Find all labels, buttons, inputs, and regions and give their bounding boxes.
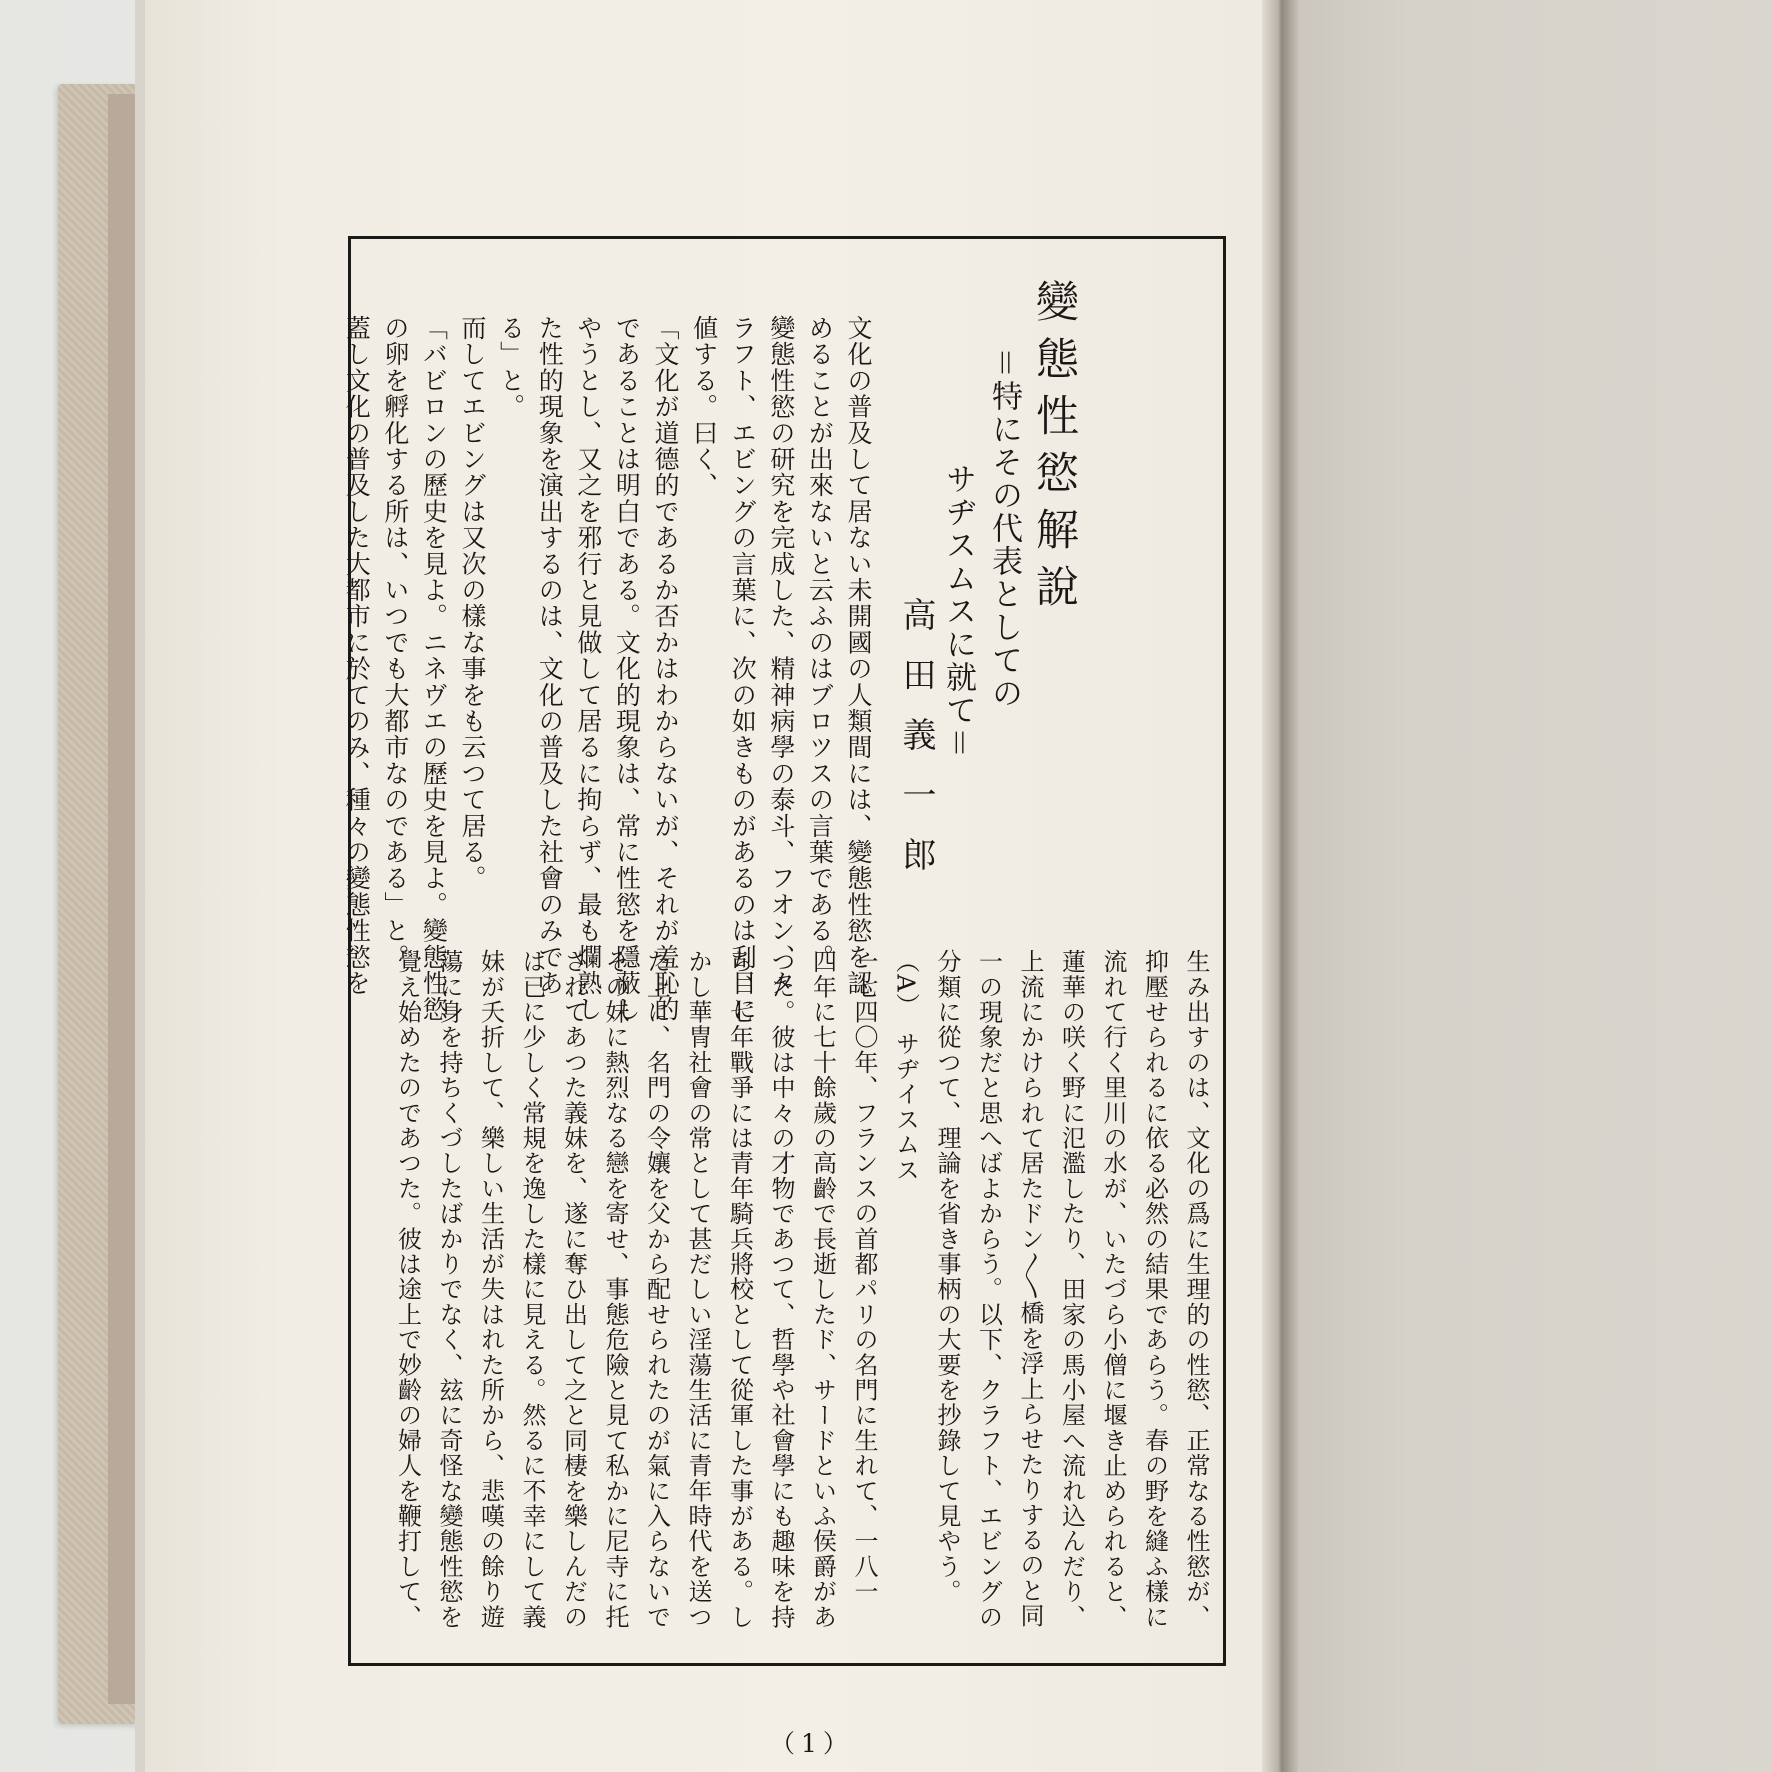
- upper-column: 蓋し文化の普及した大都市に於てのみ、種々の變態性慾を: [342, 315, 372, 997]
- lower-column: 流れて行く里川の水が、いたづら小僧に堰き止められると、: [1099, 949, 1127, 1630]
- lower-column: 分類に從つて、理論を省き事柄の大要を抄錄して見やう。: [933, 949, 961, 1605]
- upper-column: 變態性慾の研究を完成した、精神病學の泰斗、フオン、タ: [766, 315, 796, 997]
- upper-column: であることは明白である。文化的現象は、常に性慾を隱蔽し: [612, 315, 642, 1023]
- upper-column: ラフト、エビングの言葉に、次の如きものがあるのは刮目に: [728, 315, 758, 1023]
- lower-column: ち、七年戰爭には青年騎兵將校として從軍した事がある。し: [725, 949, 754, 1630]
- lower-column: は已に少しく常規を逸した樣に見える。然るに不幸にして義: [518, 949, 546, 1630]
- book-gutter: [1262, 0, 1298, 1772]
- lower-column: 一七四〇年、フランスの首都パリの名門に生れて、一八一: [850, 949, 878, 1605]
- lower-column: されてあつた義妹を、遂に奪ひ出して之と同棲を樂しんだの: [559, 949, 588, 1630]
- article-author: 高田義一郎: [896, 597, 936, 897]
- article-subtitle-line2: サヂスムスに就て＝: [940, 463, 976, 760]
- article-title: 變態性慾解說: [1029, 279, 1079, 621]
- lower-column: 妹が夭折して、樂しい生活が失はれた所から、悲嘆の餘り遊: [476, 949, 505, 1630]
- lower-column: 上流にかけられて居たドン〳〵橋を浮上らせたりするのと同: [1016, 949, 1044, 1629]
- upper-column: 「文化が道德的であるか否かはわからないが、それが羞恥的: [651, 315, 680, 1023]
- lower-column: 覺え始めたのであつた。彼は途上で妙齡の婦人を鞭打して、: [393, 949, 422, 1630]
- right-page: [1290, 0, 1772, 1772]
- article-subtitle-line1: ＝特にその代表としての: [986, 347, 1022, 710]
- lower-column: かし華冑社會の常として甚だしい淫蕩生活に青年時代を送つ: [684, 949, 712, 1630]
- upper-column: る」と。: [496, 315, 526, 420]
- lower-column: 抑壓せられるに依る必然の結果であらう。春の野を縫ふ樣に: [1140, 949, 1169, 1630]
- upper-column: た性的現象を演出するのは、文化の普及した社會のみであ: [535, 315, 565, 997]
- lower-column: 四年に七十餘歲の高齡で長逝したド、サードといふ侯爵があ: [808, 949, 837, 1630]
- lower-column: つた。彼は中々の才物であつて、哲學や社會學にも趣味を持: [767, 949, 795, 1630]
- lower-column: 一の現象だと思へばよからう。以下、クラフト、エビングの: [974, 949, 1003, 1630]
- upper-column: の卵を孵化する所は、いつでも大都市なのである」と。: [380, 315, 410, 970]
- text-frame: [342, 236, 1226, 1666]
- upper-column: 「バビロンの歷史を見よ。ニネヴエの歷史を見よ。變態性慾: [419, 315, 449, 1023]
- lower-column: （A） サヂイスムス: [891, 949, 920, 1183]
- lower-column: 蓮華の咲く野に氾濫したり、田家の馬小屋へ流れ込んだり、: [1057, 949, 1086, 1630]
- lower-column: 生み出すのは、文化の爲に生理的の性慾、正常なる性慾が、: [1182, 949, 1210, 1630]
- upper-column: やうとし、又之を邪行と見做して居るに拘らず、最も爛熟し: [573, 315, 603, 1023]
- upper-column: 値する。曰く、: [689, 315, 719, 499]
- lower-column: その妹に熱烈なる戀を寄せ、事態危險と見て私かに尼寺に托: [601, 949, 629, 1630]
- upper-column: めることが出來ないと云ふのはブロツスの言葉である。: [805, 315, 835, 970]
- upper-column: 而してエビングは又次の樣な事をも云つて居る。: [458, 315, 487, 892]
- upper-column: 文化の普及して居ない未開國の人類間には、變態性慾を認: [844, 315, 873, 997]
- lower-column: た上に、名門の令孃を父から配せられたのが氣に入らないで: [642, 949, 671, 1630]
- page-number: （1）: [770, 1729, 854, 1758]
- lower-column: 蕩に身を持ちくづしたばかりでなく、玆に奇怪な變態性慾を: [435, 949, 463, 1630]
